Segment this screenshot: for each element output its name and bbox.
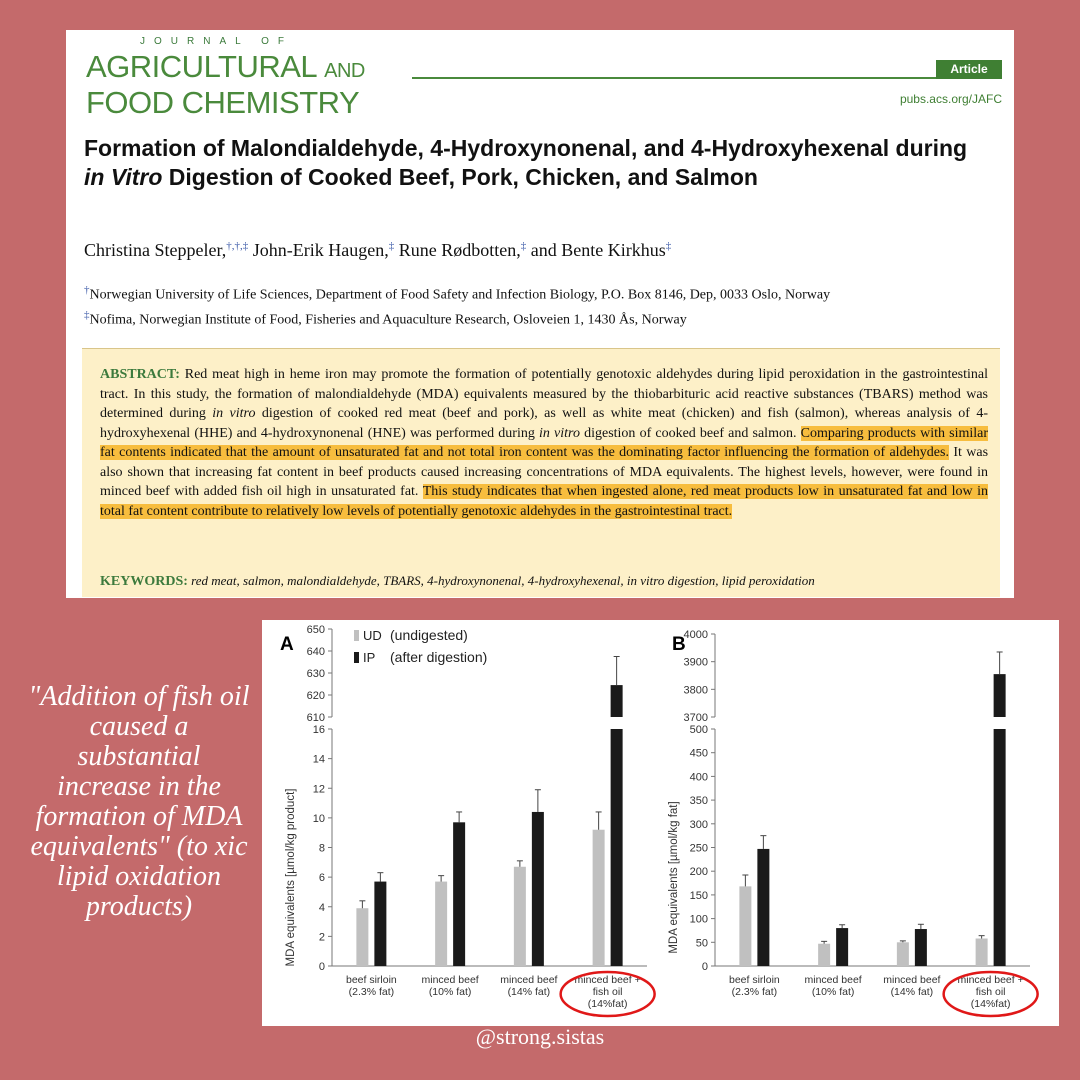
y-tick-label: 3700 [683, 712, 708, 724]
legend-name: UD [363, 628, 382, 643]
legend-name: IP [363, 650, 376, 665]
y-tick-label: 3900 [683, 656, 708, 669]
y-tick-label: 6 [318, 872, 325, 885]
abstract-sentence: It was also shown that increasing fat content in beef products caused increasing concentrations of MDA equivalents. The highest levels, however, were found in minced beef with added fish oil high in unsaturated fat. [100, 445, 989, 499]
y-tick-label: 16 [312, 724, 325, 736]
author-affiliation-mark: †,†,‡ [226, 240, 249, 252]
affiliation-mark: † [84, 284, 90, 296]
bar-ud [356, 908, 368, 966]
highlighted-sentence: This study indicates that when ingested alone, red meat products low in unsaturated fat and low in total fat content contribute to relatively low levels of potentially genotoxic aldehydes in the gastrointestinal tract. [100, 484, 988, 519]
bar-ip [757, 849, 769, 966]
header-rule [412, 77, 1002, 79]
y-tick-label: 450 [689, 747, 708, 760]
legend-desc: (after digestion) [390, 649, 488, 665]
journal-url[interactable]: pubs.acs.org/JAFC [899, 92, 1002, 106]
panel-label: B [672, 634, 686, 655]
keywords-label: KEYWORDS: [100, 574, 188, 589]
bar-ip-upper [611, 685, 623, 717]
affiliation-2 [84, 309, 687, 329]
bar-ud [976, 939, 988, 966]
bar-ip-upper [994, 674, 1006, 717]
abstract-text [100, 365, 988, 521]
y-tick-label: 0 [701, 961, 708, 973]
panel-label: A [280, 634, 294, 655]
author-name[interactable]: Christina Steppeler, [84, 240, 227, 260]
bar-ip [836, 928, 848, 966]
journal-name-top: JOURNAL OF [140, 36, 293, 47]
paper-page [66, 30, 1014, 598]
instagram-handle[interactable]: @strong.sistas [475, 1024, 605, 1049]
bar-ip [453, 822, 465, 966]
x-tick-label: minced beef + [957, 974, 1024, 986]
legend-swatch [354, 652, 359, 663]
x-tick-label: minced beef [883, 974, 941, 986]
highlighted-sentence: Comparing products with similar fat contents indicated that the amount of unsaturated fat and not total iron content was the dominating factor influencing the formation of aldehydes. [100, 425, 989, 460]
x-tick-label: (10% fat) [428, 986, 472, 998]
y-tick-label: 10 [312, 812, 325, 825]
x-tick-label: (2.3% fat) [731, 986, 778, 998]
author-affiliation-mark: ‡ [520, 240, 527, 252]
journal-name-line2: FOOD CHEMISTRY [86, 85, 360, 120]
x-tick-label: minced beef [421, 974, 479, 986]
x-tick-label: fish oil [592, 986, 623, 998]
author-list [84, 240, 671, 261]
bar-ip [374, 882, 386, 966]
y-tick-label: 2 [318, 931, 325, 944]
figure-panel [262, 620, 1059, 1026]
y-tick-label: 620 [306, 690, 325, 702]
bar-ip [994, 729, 1006, 966]
y-tick-label: 50 [695, 937, 708, 950]
abstract-box [82, 348, 1000, 597]
affiliation-mark: ‡ [84, 309, 90, 321]
y-axis-label: MDA equivalents [µmol/kg fat] [668, 801, 680, 954]
x-tick-label: (2.3% fat) [348, 986, 395, 998]
bar-ud [593, 830, 605, 966]
bar-ip [915, 929, 927, 966]
keywords-text: red meat, salmon, malondialdehyde, TBARS, 4-hydroxynonenal, 4-hydroxyhexenal, in vitro digestion, lipid peroxidation [191, 573, 815, 588]
author-name[interactable]: and Bente Kirkhus [530, 240, 666, 260]
x-tick-label: (14% fat) [890, 986, 934, 998]
bar-ud [514, 867, 526, 966]
y-tick-label: 14 [312, 753, 325, 766]
author-affiliation-mark: ‡ [665, 240, 672, 252]
affiliation-text: Norwegian University of Life Sciences, Department of Food Safety and Infection Biology, P.O. Box 8146, Dep, 0033 Oslo, Norway [89, 287, 831, 303]
legend-desc: (undigested) [390, 627, 468, 643]
x-tick-label: (14%fat) [970, 998, 1011, 1010]
x-tick-label: (14% fat) [507, 986, 551, 998]
abstract-label: ABSTRACT: [100, 367, 180, 382]
y-tick-label: 500 [689, 724, 708, 736]
y-tick-label: 4 [318, 901, 325, 914]
y-axis-label: MDA equivalents [µmol/kg product] [285, 788, 297, 967]
y-tick-label: 200 [689, 866, 708, 879]
y-tick-label: 100 [689, 913, 708, 926]
journal-line1-text: AGRICULTURAL [86, 49, 316, 84]
x-tick-label: minced beef [804, 974, 862, 986]
bar-ud [435, 882, 447, 966]
paper-title: Formation of Malondialdehyde, 4-Hydroxynonenal, and 4-Hydroxyhexenal during in Vitro Digestion of Cooked Beef, Pork, Chicken, and Salmon [84, 135, 968, 190]
affiliation-1 [84, 284, 830, 304]
bar-ud [818, 944, 830, 966]
bar-ip [532, 812, 544, 966]
x-tick-label: minced beef [500, 974, 558, 986]
y-tick-label: 3800 [683, 684, 708, 697]
bar-ud [897, 942, 909, 966]
y-tick-label: 650 [306, 624, 325, 636]
author-affiliation-mark: ‡ [388, 240, 395, 252]
bar-ud [739, 886, 751, 966]
x-tick-label: beef sirloin [728, 974, 780, 986]
keywords-line [100, 573, 815, 590]
author-name[interactable]: John-Erik Haugen, [252, 240, 389, 260]
y-tick-label: 300 [689, 818, 708, 831]
y-tick-label: 12 [312, 783, 325, 796]
legend-swatch [354, 630, 359, 641]
y-tick-label: 640 [306, 646, 325, 658]
x-tick-label: fish oil [975, 986, 1006, 998]
bar-ip [611, 729, 623, 966]
y-tick-label: 150 [689, 889, 708, 902]
x-tick-label: (10% fat) [811, 986, 855, 998]
author-name[interactable]: Rune Rødbotten, [398, 240, 521, 260]
affiliation-text: Nofima, Norwegian Institute of Food, Fisheries and Aquaculture Research, Osloveien 1, 1430 Ås, Norway [89, 312, 687, 328]
x-tick-label: (14%fat) [587, 998, 628, 1010]
y-tick-label: 350 [689, 795, 708, 808]
y-tick-label: 400 [689, 771, 708, 784]
y-tick-label: 4000 [683, 629, 708, 641]
article-badge: Article [936, 60, 1002, 79]
x-tick-label: beef sirloin [345, 974, 397, 986]
journal-and: AND [324, 60, 365, 82]
abstract-sentence: Red meat high in heme iron may promote the formation of potentially genotoxic aldehydes during lipid peroxidation in the gastrointestinal tract. In this study, the formation of malondialdehyde (MDA) equivalents measured by the thiobarbituric acid reactive substances (TBARS) method was determined during in vitro digestion of cooked red meat (beef and pork), as well as white meat (chicken) and fish (salmon), whereas analysis of 4-hydroxyhexenal (HHE) and 4-hydroxynonenal (HNE) was performed during in vitro digestion of cooked beef and salmon. [100, 367, 988, 441]
pull-quote: "Addition of fish oil caused a substantial increase in the formation of MDA equivalents" (to xic lipid oxidation products) [28, 681, 250, 922]
y-tick-label: 0 [318, 961, 325, 973]
y-tick-label: 250 [689, 842, 708, 855]
y-tick-label: 630 [306, 668, 325, 680]
y-tick-label: 610 [306, 712, 325, 724]
x-tick-label: minced beef + [574, 974, 641, 986]
title-italic: in Vitro [84, 164, 163, 190]
journal-name-line1 [86, 50, 365, 88]
y-tick-label: 8 [318, 842, 325, 855]
bar-charts-svg [262, 620, 1059, 1026]
